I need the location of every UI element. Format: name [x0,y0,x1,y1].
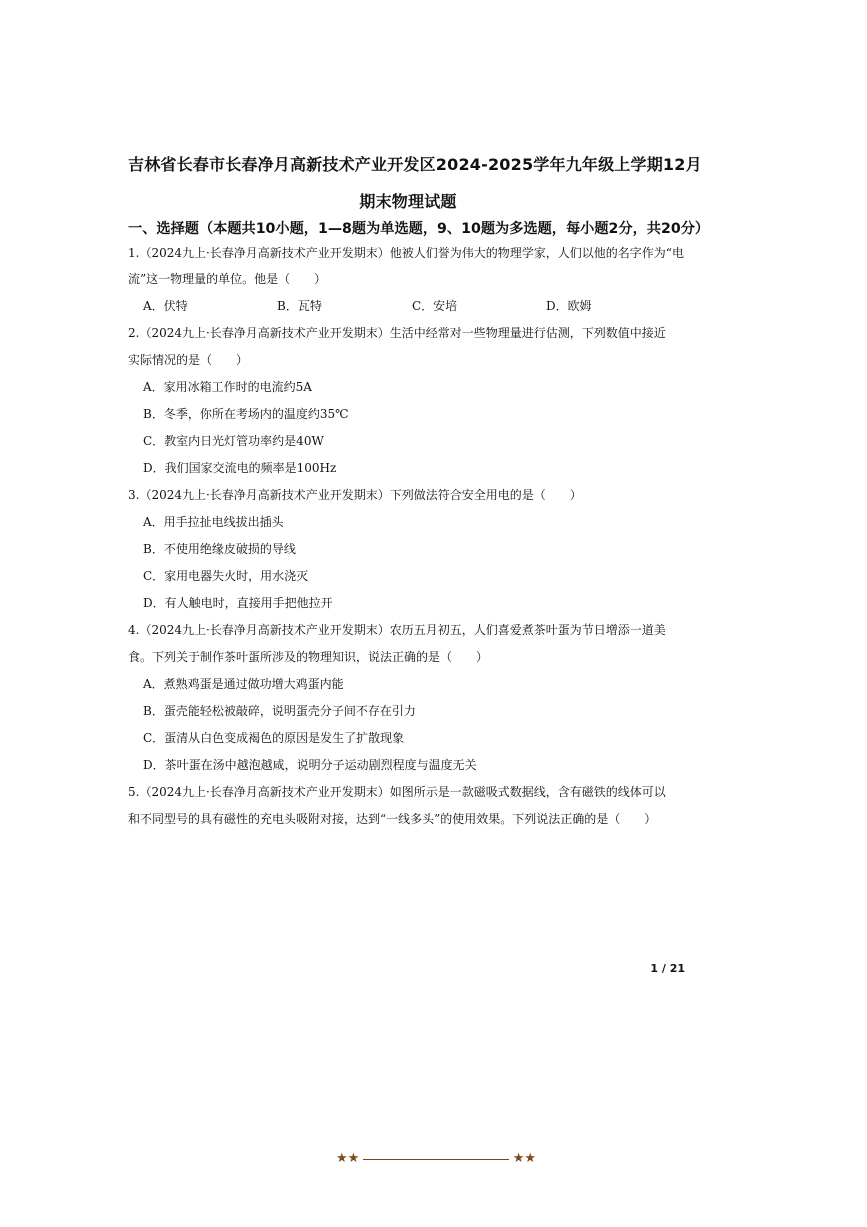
question-4-option-b: B．蛋壳能轻松被敲碎，说明蛋壳分子间不存在引力 [143,704,416,718]
footer-star-right-icon: ★★ [512,1151,536,1166]
question-2-option-c: C．教室内日光灯管功率约是40W [143,434,324,448]
footer-divider [363,1159,509,1160]
question-2-stem-line-2: 实际情况的是（ ） [128,353,249,367]
question-4-option-c: C．蛋清从白色变成褐色的原因是发生了扩散现象 [143,731,405,745]
question-1-option-b: B．瓦特 [277,299,322,313]
question-1-option-c: C．安培 [412,299,458,313]
footer-star-left-icon: ★★ [336,1151,360,1166]
question-4-stem-line-2: 食。下列关于制作茶叶蛋所涉及的物理知识，说法正确的是（ ） [128,650,489,664]
page-number: 1 / 21 [650,962,685,975]
question-5-stem-line-2: 和不同型号的具有磁性的充电头吸附对接，达到“一线多头”的使用效果。下列说法正确的是（ ） [128,812,657,826]
question-1-stem-line-1: 1.（2024九上·长春净月高新技术产业开发期末）他被人们誉为伟大的物理学家，人们以他的名字作为“电 [128,246,684,260]
question-5-stem-line-1: 5.（2024九上·长春净月高新技术产业开发期末）如图所示是一款磁吸式数据线，含有磁铁的线体可以 [128,785,666,799]
question-2-option-a: A．家用冰箱工作时的电流约5A [143,380,312,394]
question-2-option-d: D．我们国家交流电的频率是100Hz [143,461,337,475]
document-title-line-1: 吉林省长春市长春净月高新技术产业开发区2024-2025学年九年级上学期12月 [128,155,702,174]
question-1-stem-line-2: 流”这一物理量的单位。他是（ ） [128,272,327,286]
document-title-line-2: 期末物理试题 [359,192,457,211]
question-4-stem-line-1: 4.（2024九上·长春净月高新技术产业开发期末）农历五月初五，人们喜爱煮茶叶蛋为节日增添一道美 [128,623,666,637]
question-1-option-a: A．伏特 [143,299,188,313]
question-3-option-b: B．不使用绝缘皮破损的导线 [143,542,296,556]
question-2-option-b: B．冬季，你所在考场内的温度约35℃ [143,407,349,421]
question-3-option-a: A．用手拉扯电线拔出插头 [143,515,284,529]
question-4-option-d: D．茶叶蛋在汤中越泡越咸，说明分子运动剧烈程度与温度无关 [143,758,477,772]
question-2-stem-line-1: 2.（2024九上·长春净月高新技术产业开发期末）生活中经常对一些物理量进行估测，下列数值中接近 [128,326,666,340]
question-3-option-c: C．家用电器失火时，用水浇灭 [143,569,309,583]
footer-ornament [336,1150,536,1168]
question-1-option-d: D．欧姆 [546,299,592,313]
section-heading: 一、选择题（本题共10小题，1—8题为单选题，9、10题为多选题，每小题2分，共20分） [128,221,710,237]
question-3-option-d: D．有人触电时，直接用手把他拉开 [143,596,333,610]
question-3-stem-line-1: 3.（2024九上·长春净月高新技术产业开发期末）下列做法符合安全用电的是（ ） [128,488,582,502]
question-4-option-a: A．煮熟鸡蛋是通过做功增大鸡蛋内能 [143,677,344,691]
